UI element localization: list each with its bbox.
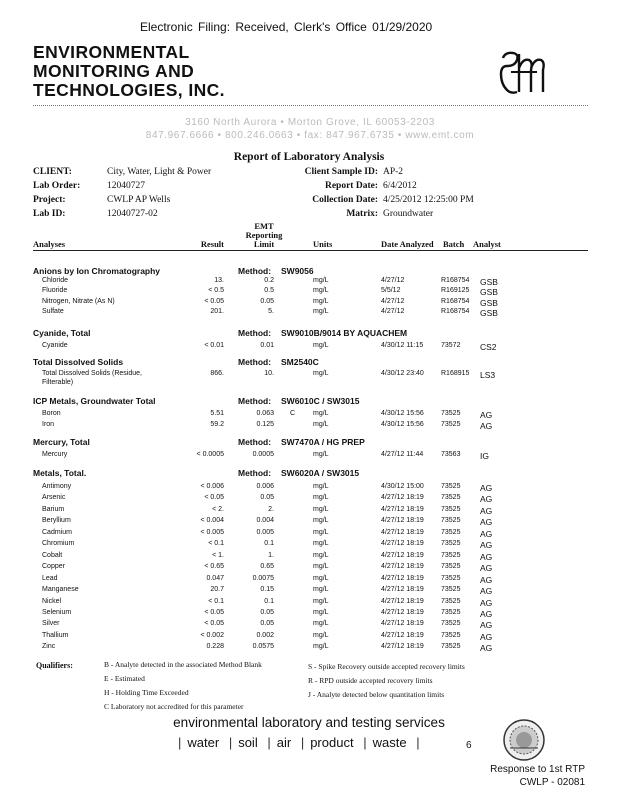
cell-result: < 1. (212, 551, 224, 559)
cell-batch: 73525 (441, 563, 461, 571)
col-units: Units (313, 239, 333, 249)
cell-limit: 0.006 (256, 483, 274, 490)
tag-water: water (187, 735, 220, 750)
tag-product: product (310, 735, 354, 750)
cell-limit: 0.05 (260, 494, 274, 502)
bates-number: CWLP - 02081 (519, 777, 585, 788)
cell-units: mg/L (313, 505, 329, 513)
report-date-label: Report Date: (324, 181, 378, 191)
cell-batch: 73525 (441, 483, 461, 490)
cell-result: < 0.05 (204, 620, 224, 628)
cell-analyte: Thallium (42, 631, 69, 639)
column-header-rule (33, 250, 588, 251)
accreditation-seal-icon (502, 718, 546, 762)
col-analyses: Analyses (33, 239, 66, 249)
cell-result: < 0.05 (204, 494, 224, 502)
cell-units: mg/L (313, 631, 329, 639)
cell-units: mg/L (313, 420, 329, 428)
cell-units: mg/L (313, 528, 329, 536)
cell-date: 4/27/12 18:19 (381, 631, 424, 639)
client-label: CLIENT: (33, 167, 72, 177)
report-date-value: 6/4/2012 (383, 181, 417, 191)
cell-date: 4/27/12 11:44 (381, 451, 424, 458)
cell-limit: 0.0075 (252, 574, 274, 582)
cell-batch: 73525 (441, 574, 461, 582)
cell-analyst: GSB (480, 307, 498, 318)
cell-date: 4/30/12 15:56 (381, 410, 424, 417)
footer-service-tags: | water | soil | air | product | waste | (178, 735, 420, 750)
cell-date: 4/27/12 18:19 (381, 517, 424, 525)
project-label: Project: (33, 195, 66, 205)
cell-analyst: AG (480, 563, 493, 574)
cell-limit: 0.005 (256, 528, 274, 536)
cell-analyte: Arsenic (42, 494, 66, 502)
cell-batch: 73525 (441, 620, 461, 628)
cell-analyte: Iron (42, 420, 55, 428)
cell-result: < 0.0005 (196, 451, 224, 458)
cell-date: 4/30/12 23:40 (381, 370, 424, 377)
section-title: Total Dissolved Solids (33, 357, 124, 367)
cell-analyst: AG (480, 420, 493, 431)
cell-analyte: Nitrogen, Nitrate (As N) (42, 297, 115, 305)
section-title: Metals, Total. (33, 468, 87, 478)
cell-limit: 10. (264, 370, 274, 377)
cell-units: mg/L (313, 342, 329, 349)
cell-analyte: Lead (42, 574, 58, 582)
cell-result: 5.51 (210, 410, 224, 417)
cell-analyte: Beryllium (42, 517, 71, 525)
qualifiers-label: Qualifiers: (36, 661, 73, 670)
cell-analyst: LS3 (480, 370, 496, 380)
method-value: SM2540C (281, 357, 319, 367)
cell-batch: 73525 (441, 494, 461, 502)
cell-units: mg/L (313, 586, 329, 594)
cell-batch: 73525 (441, 517, 461, 525)
cell-batch: 73525 (441, 505, 461, 513)
cell-batch: 73525 (441, 631, 461, 639)
cell-date: 4/27/12 (381, 277, 405, 284)
section-title: Anions by Ion Chromatography (33, 266, 161, 276)
cell-units: mg/L (313, 494, 329, 502)
cell-limit: 2. (268, 505, 274, 513)
method-label: Method: (238, 357, 272, 367)
col-emt: EMT (254, 221, 274, 231)
section-title: Mercury, Total (33, 437, 90, 447)
cell-analyst: AG (480, 517, 493, 528)
cell-units: mg/L (313, 483, 329, 490)
cell-analyte: Cadmium (42, 528, 72, 536)
cell-date: 4/27/12 18:19 (381, 505, 424, 513)
cell-date: 4/27/12 18:19 (381, 563, 424, 571)
method-value: SW9056 (281, 266, 314, 276)
sample-id-value: AP-2 (383, 167, 404, 177)
cell-analyte: Barium (42, 505, 65, 513)
lab-id-label: Lab ID: (33, 209, 66, 219)
cell-result: 0.228 (206, 643, 224, 651)
project-value: CWLP AP Wells (107, 195, 171, 205)
cell-date: 4/27/12 18:19 (381, 620, 424, 628)
cell-date: 4/27/12 18:19 (381, 551, 424, 559)
company-address: 3160 North Aurora • Morton Grove, IL 60053-2203 (185, 117, 435, 128)
cell-analyst: AG (480, 586, 493, 597)
cell-analyst: AG (480, 494, 493, 505)
qualifier-r: R - RPD outside accepted recovery limits (308, 676, 433, 685)
company-name-line-1: ENVIRONMENTAL (33, 42, 190, 62)
cell-date: 4/30/12 15:56 (381, 420, 424, 428)
method-label: Method: (238, 396, 272, 406)
cell-analyst: AG (480, 597, 493, 608)
cell-units: mg/L (313, 643, 329, 651)
cell-analyst: GSB (480, 297, 498, 308)
cell-analyte: Zinc (42, 643, 56, 651)
col-analyst: Analyst (473, 239, 501, 249)
sample-id-label: Client Sample ID: (304, 167, 378, 177)
cell-units: mg/L (313, 370, 329, 377)
cell-result: 0.047 (206, 574, 224, 582)
col-limit: Limit (253, 239, 275, 249)
cell-date: 4/27/12 18:19 (381, 608, 424, 616)
cell-result: < 0.05 (204, 608, 224, 616)
cell-batch: 73525 (441, 540, 461, 548)
qualifier-j: J - Analyte detected below quantitation limits (308, 690, 445, 699)
cell-analyst: CS2 (480, 342, 497, 352)
cell-batch: 73525 (441, 410, 461, 417)
cell-units: mg/L (313, 297, 329, 305)
cell-limit: 0.65 (260, 563, 274, 571)
cell-result: 59.2 (210, 420, 224, 428)
cell-result: < 2. (212, 505, 224, 513)
tag-soil: soil (238, 735, 258, 750)
section-title: Cyanide, Total (33, 328, 91, 338)
cell-analyte: Cyanide (42, 342, 68, 349)
tag-waste: waste (372, 735, 407, 750)
cell-analyst: AG (480, 540, 493, 551)
cell-analyte: Fluoride (42, 287, 68, 295)
cell-analyte: Silver (42, 620, 60, 628)
cell-analyte: Chloride (42, 277, 69, 284)
qualifier-c: C Laboratory not accredited for this parameter (104, 702, 244, 711)
cell-result: < 0.65 (204, 563, 224, 571)
cell-analyst: AG (480, 505, 493, 516)
cell-result: < 0.1 (208, 597, 224, 605)
cell-limit: 0.004 (256, 517, 274, 525)
cell-qual: C (290, 410, 296, 417)
cell-batch: 73525 (441, 597, 461, 605)
tag-air: air (276, 735, 292, 750)
cell-result: 20.7 (210, 586, 224, 594)
cell-analyte: Mercury (42, 451, 68, 458)
page-number: 6 (466, 740, 472, 751)
cell-batch: 73563 (441, 451, 461, 458)
cell-limit: 0.063 (256, 410, 274, 417)
response-stamp (0, 763, 585, 789)
cell-date: 4/27/12 18:19 (381, 528, 424, 536)
cell-analyst: AG (480, 608, 493, 619)
method-label: Method: (238, 266, 272, 276)
qualifier-s: S - Spike Recovery outside accepted recovery limits (308, 662, 465, 671)
cell-analyst: GSB (480, 277, 498, 287)
cell-units: mg/L (313, 540, 329, 548)
method-label: Method: (238, 468, 272, 478)
cell-analyst: AG (480, 574, 493, 585)
cell-result: < 0.004 (200, 517, 224, 525)
cell-units: mg/L (313, 307, 329, 315)
cell-batch: R169125 (441, 287, 470, 295)
cell-units: mg/L (313, 517, 329, 525)
cell-limit: 0.0575 (252, 643, 274, 651)
col-reporting-limit (236, 222, 292, 249)
cell-batch: 73525 (441, 528, 461, 536)
response-line: Response to 1st RTP (490, 764, 585, 775)
cell-date: 4/30/12 15:00 (381, 483, 424, 490)
cell-date: 4/27/12 18:19 (381, 540, 424, 548)
cell-result: < 0.005 (200, 528, 224, 536)
col-reporting: Reporting (245, 230, 283, 240)
cell-limit: 0.05 (260, 297, 274, 305)
lab-id-value: 12040727-02 (107, 209, 158, 219)
cell-analyst: AG (480, 528, 493, 539)
cell-result: 866. (210, 370, 224, 377)
cell-analyte-continued: Filterable) (42, 378, 74, 386)
cell-limit: 0.1 (264, 597, 274, 605)
cell-analyte: Antimony (42, 483, 72, 490)
cell-result: < 0.1 (208, 540, 224, 548)
cell-result: < 0.01 (204, 342, 224, 349)
cell-analyte: Selenium (42, 608, 72, 616)
cell-analyst: IG (480, 451, 489, 461)
cell-batch: 73525 (441, 608, 461, 616)
filing-header: Electronic Filing: Received, Clerk's Office 01/29/2020 (140, 20, 433, 34)
cell-analyte: Cobalt (42, 551, 63, 559)
cell-analyte: Manganese (42, 586, 79, 594)
cell-result: < 0.5 (208, 287, 224, 295)
qualifier-h: H - Holding Time Exceeded (104, 688, 189, 697)
cell-units: mg/L (313, 277, 329, 284)
cell-analyte: Total Dissolved Solids (Residue, (42, 370, 142, 377)
cell-units: mg/L (313, 574, 329, 582)
cell-batch: 73572 (441, 342, 461, 349)
company-name-line-2: MONITORING AND (33, 61, 195, 81)
cell-date: 4/27/12 18:19 (381, 597, 424, 605)
matrix-value: Groundwater (383, 209, 434, 219)
cell-units: mg/L (313, 410, 329, 417)
cell-result: < 0.002 (200, 631, 224, 639)
client-value: City, Water, Light & Power (107, 167, 212, 177)
cell-limit: 1. (268, 551, 274, 559)
cell-date: 4/27/12 18:19 (381, 574, 424, 582)
cell-analyst: AG (480, 483, 493, 493)
cell-analyst: AG (480, 620, 493, 631)
cell-batch: 73525 (441, 643, 461, 651)
col-result: Result (200, 239, 224, 249)
cell-limit: 0.125 (256, 420, 274, 428)
cell-analyst: AG (480, 643, 493, 654)
method-value: SW9010B/9014 BY AQUACHEM (281, 328, 408, 338)
company-name-line-3: TECHNOLOGIES, INC. (33, 80, 225, 100)
header-divider (33, 105, 588, 106)
method-value: SW6020A / SW3015 (281, 468, 360, 478)
cell-date: 4/27/12 (381, 297, 405, 305)
cell-date: 5/5/12 (381, 287, 401, 295)
cell-units: mg/L (313, 563, 329, 571)
cell-limit: 5. (268, 307, 274, 315)
matrix-label: Matrix: (346, 209, 378, 219)
cell-limit: 0.2 (264, 277, 274, 284)
col-date-analyzed: Date Analyzed (381, 239, 434, 249)
cell-units: mg/L (313, 451, 329, 458)
cell-result: < 0.05 (204, 297, 224, 305)
cell-result: 13. (214, 277, 224, 284)
cell-analyst: AG (480, 410, 493, 420)
footer-tagline: environmental laboratory and testing services (173, 715, 445, 730)
cell-batch: 73525 (441, 420, 461, 428)
section-title: ICP Metals, Groundwater Total (33, 396, 156, 406)
cell-date: 4/27/12 18:19 (381, 586, 424, 594)
cell-date: 4/27/12 18:19 (381, 494, 424, 502)
cell-batch: R168915 (441, 370, 470, 377)
cell-limit: 0.05 (260, 608, 274, 616)
report-title: Report of Laboratory Analysis (233, 151, 385, 163)
cell-batch: R168754 (441, 307, 470, 315)
cell-units: mg/L (313, 620, 329, 628)
method-value: SW6010C / SW3015 (281, 396, 360, 406)
lab-order-value: 12040727 (107, 181, 145, 191)
cell-limit: 0.0005 (252, 451, 274, 458)
cell-limit: 0.1 (264, 540, 274, 548)
cell-batch: 73525 (441, 551, 461, 559)
cell-limit: 0.15 (260, 586, 274, 594)
cell-analyst: GSB (480, 287, 498, 298)
method-label: Method: (238, 328, 272, 338)
collection-date-value: 4/25/2012 12:25:00 PM (383, 195, 474, 205)
cell-batch: 73525 (441, 586, 461, 594)
cell-date: 4/27/12 (381, 307, 405, 315)
cell-analyte: Sulfate (42, 307, 64, 315)
cell-limit: 0.002 (256, 631, 274, 639)
cell-result: < 0.006 (200, 483, 224, 490)
method-value: SW7470A / HG PREP (281, 437, 365, 447)
cell-analyte: Copper (42, 563, 65, 571)
cell-analyte: Boron (42, 410, 61, 417)
cell-batch: R168754 (441, 277, 470, 284)
cell-limit: 0.05 (260, 620, 274, 628)
cell-date: 4/30/12 11:15 (381, 342, 424, 349)
lab-order-label: Lab Order: (33, 181, 81, 191)
cell-units: mg/L (313, 608, 329, 616)
cell-batch: R168754 (441, 297, 470, 305)
cell-limit: 0.5 (264, 287, 274, 295)
company-name (33, 43, 225, 100)
cell-analyte: Nickel (42, 597, 62, 605)
collection-date-label: Collection Date: (312, 195, 378, 205)
col-batch: Batch (443, 239, 465, 249)
cell-units: mg/L (313, 597, 329, 605)
qualifier-b: B - Analyte detected in the associated Method Blank (104, 660, 262, 669)
cell-analyst: AG (480, 551, 493, 562)
cell-limit: 0.01 (260, 342, 274, 349)
cell-date: 4/27/12 18:19 (381, 643, 424, 651)
cell-analyte: Chromium (42, 540, 75, 548)
qualifier-e: E - Estimated (104, 674, 145, 683)
company-logo-icon (493, 48, 549, 98)
cell-result: 201. (210, 307, 224, 315)
cell-units: mg/L (313, 551, 329, 559)
cell-analyst: AG (480, 631, 493, 642)
company-contact: 847.967.6666 • 800.246.0663 • fax: 847.967.6735 • www.emt.com (145, 130, 475, 141)
method-label: Method: (238, 437, 272, 447)
cell-units: mg/L (313, 287, 329, 295)
